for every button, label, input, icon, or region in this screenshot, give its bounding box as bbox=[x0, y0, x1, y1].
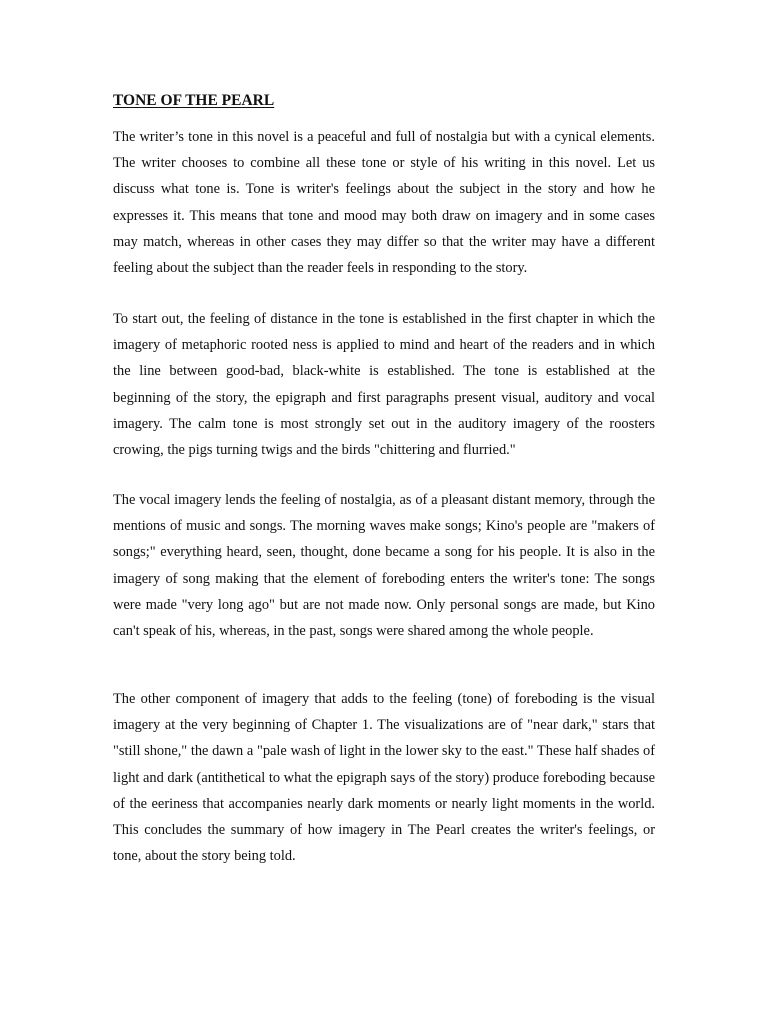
paragraph-2: To start out, the feeling of distance in the tone is established in the first chapter in which the imagery of metaphoric rooted ness is applied to mind and heart of the readers and in which the line between good-bad, black-white is established. The tone is established at the beginning of the story, the epigraph and first paragraphs present visual, auditory and vocal imagery. The calm tone is most strongly set out in the auditory imagery of the roosters crowing, the pigs turning twigs and the birds "chittering and flurried." bbox=[113, 311, 655, 459]
paragraph-4: The other component of imagery that adds to the feeling (tone) of foreboding is the visual imagery at the very beginning of Chapter 1. The visualizations are of "near dark," stars that "still shone," the dawn a "pale wash of light in the lower sky to the east." These half shades of light and dark (antithetical to what the epigraph says of the story) produce foreboding because of the eeriness that accompanies nearly dark moments or nearly light moments in the world. This concludes the summary of how imagery in The Pearl creates the writer's feelings, or tone, about the story being told. bbox=[113, 691, 655, 865]
document-title: TONE OF THE PEARL bbox=[113, 92, 275, 109]
paragraph-1: The writer’s tone in this novel is a peaceful and full of nostalgia but with a cynical elements. The writer chooses to combine all these tone or style of his writing in this novel. Let us discuss what tone is. Tone is writer's feelings about the subject in the story and how he expresses it. This means that tone and mood may both draw on imagery and in some cases may match, whereas in other cases they may differ so that the writer may have a different feeling about the subject than the reader feels in responding to the story. bbox=[113, 129, 655, 277]
paragraph-3: The vocal imagery lends the feeling of nostalgia, as of a pleasant distant memory, through the mentions of music and songs. The morning waves make songs; Kino's people are "makers of songs;" everything heard, seen, thought, done became a song for his people. It is also in the imagery of song making that the element of foreboding enters the writer's tone: The songs were made "very long ago" but are not made now. Only personal songs are made, but Kino can't speak of his, whereas, in the past, songs were shared among the whole people. bbox=[113, 492, 655, 640]
